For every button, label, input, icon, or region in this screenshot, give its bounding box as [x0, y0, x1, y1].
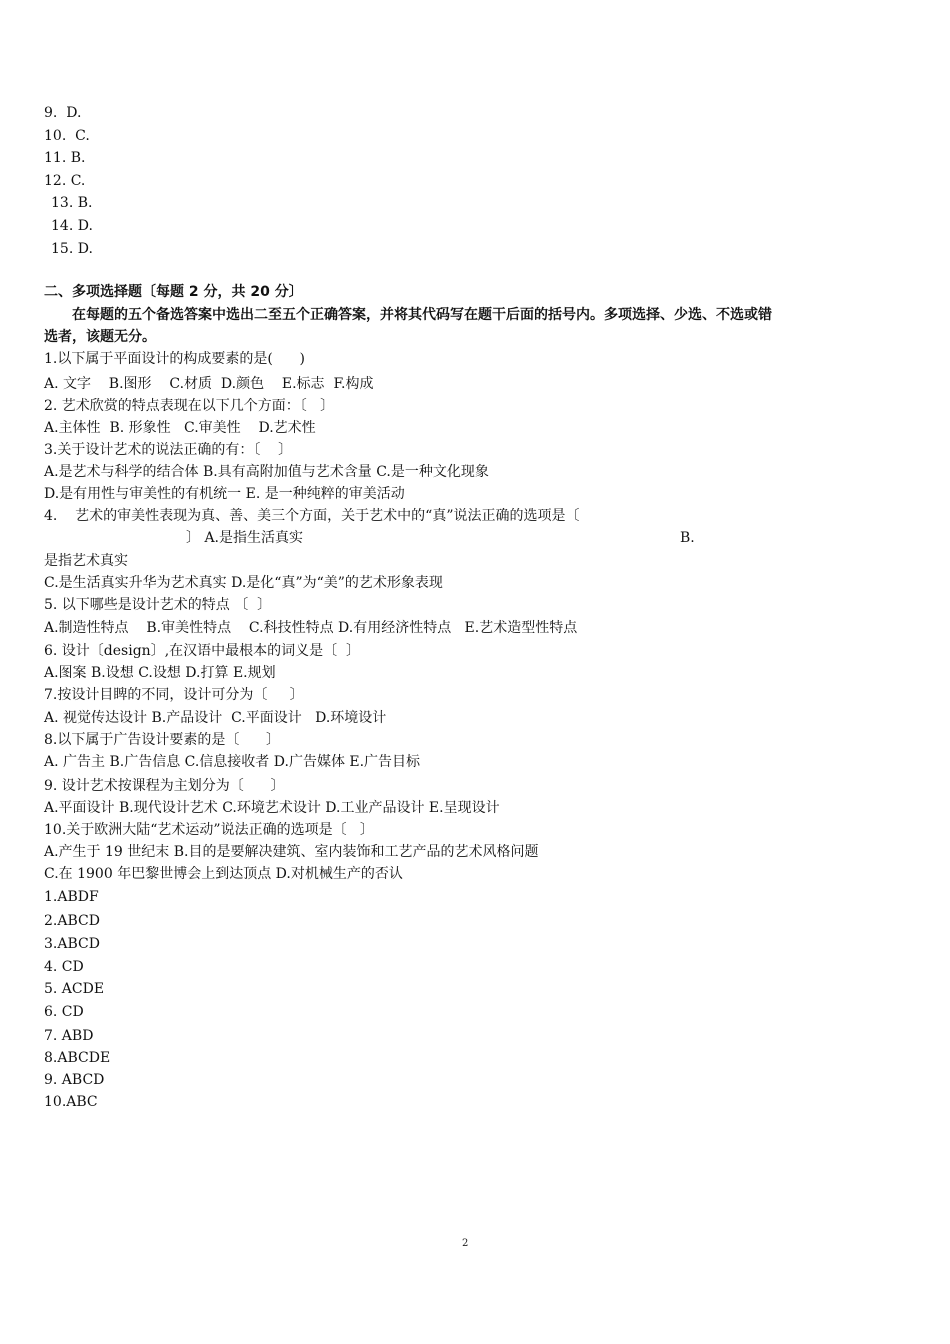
question-8: 8.以下属于广告设计要素的是〔 〕 [44, 732, 281, 748]
prev-answer-14: 14. D. [51, 218, 93, 234]
question-6-options: A.图案 B.设想 C.设想 D.打算 E.规划 [44, 665, 276, 681]
question-3-options-a: A.是艺术与科学的结合体 B.具有高附加值与艺术含量 C.是一种文化现象 [44, 464, 489, 480]
answer-9: 9. ABCD [44, 1072, 105, 1088]
prev-answer-13: 13. B. [51, 195, 93, 211]
question-7: 7.按设计目睥的不同，设计可分为〔 〕 [44, 687, 304, 703]
question-1-options: A. 文字 B.图形 C.材质 D.颜色 E.标志 F.构成 [44, 376, 374, 392]
instructions-line-1: 在每题的五个备选答案中选出二至五个正确答案，并将其代码写在题干后面的括号内。多项选择、少选、不选或错 [72, 307, 772, 323]
answer-2: 2.ABCD [44, 913, 100, 929]
question-5-options: A.制造性特点 B.审美性特点 C.科技性特点 D.有用经济性特点 E.艺术造型性特点 [44, 620, 578, 636]
question-3-options-b: D.是有用性与审美性的有机统一 E. 是一种纯粹的审美活动 [44, 486, 405, 502]
prev-answer-15: 15. D. [51, 241, 93, 257]
question-6: 6. 设计〔design〕,在汉语中最根本的词义是〔 〕 [44, 643, 361, 659]
question-4-option-b-label: B. [680, 530, 695, 546]
question-9: 9. 设计艺术按课程为主划分为〔 〕 [44, 778, 285, 794]
question-3: 3.关于设计艺术的说法正确的有：〔 〕 [44, 442, 293, 458]
answer-1: 1.ABDF [44, 889, 99, 905]
answer-4: 4. CD [44, 959, 84, 975]
question-7-options: A. 视觉传达设计 B.产品设计 C.平面设计 D.环境设计 [44, 710, 387, 726]
question-9-options: A.平面设计 B.现代设计艺术 C.环境艺术设计 D.工业产品设计 E.呈现设计 [44, 800, 500, 816]
prev-answer-10: 10. C. [44, 128, 90, 144]
question-10-options-cd: C.在 1900 年巴黎世博会上到达顶点 D.对机械生产的否认 [44, 866, 403, 882]
page-number: 2 [462, 1238, 469, 1249]
prev-answer-11: 11. B. [44, 150, 86, 166]
answer-6: 6. CD [44, 1004, 84, 1020]
question-8-options: A. 广告主 B.广告信息 C.信息接收者 D.广告媒体 E.广告目标 [44, 754, 421, 770]
question-4-option-a: 〕 A.是指生活真实 [186, 530, 304, 546]
question-2-options: A.主体性 B. 形象性 C.审美性 D.艺术性 [44, 420, 316, 436]
section-title: 二、多项选择题〔每题 2 分，共 20 分〕 [44, 284, 303, 300]
question-10: 10.关于欧洲大陆“艺术运动”说法正确的选项是〔 〕 [44, 822, 374, 838]
question-4-option-b-text: 是指艺术真实 [44, 553, 128, 569]
question-10-options-ab: A.产生于 19 世纪末 B.目的是要解决建筑、室内装饰和工艺产品的艺术风格问题 [44, 844, 539, 860]
question-1: 1.以下属于平面设计的构成要素的是( ) [44, 351, 305, 367]
question-5: 5. 以下哪些是设计艺术的特点 〔 〕 [44, 597, 272, 613]
question-2: 2. 艺术欣赏的特点表现在以下几个方面：〔 〕 [44, 398, 335, 414]
answer-8: 8.ABCDE [44, 1050, 111, 1066]
answer-10: 10.ABC [44, 1094, 98, 1110]
question-4: 4. 艺术的审美性表现为真、善、美三个方面，关于艺术中的“真”说法正确的选项是〔 [44, 508, 580, 524]
answer-3: 3.ABCD [44, 936, 100, 952]
instructions-line-2: 选者，该题无分。 [44, 329, 156, 345]
prev-answer-12: 12. C. [44, 173, 86, 189]
answer-7: 7. ABD [44, 1028, 94, 1044]
prev-answer-9: 9. D. [44, 105, 82, 121]
answer-5: 5. ACDE [44, 981, 105, 997]
question-4-options-cd: C.是生活真实升华为艺术真实 D.是化“真”为“美”的艺术形象表现 [44, 575, 443, 591]
